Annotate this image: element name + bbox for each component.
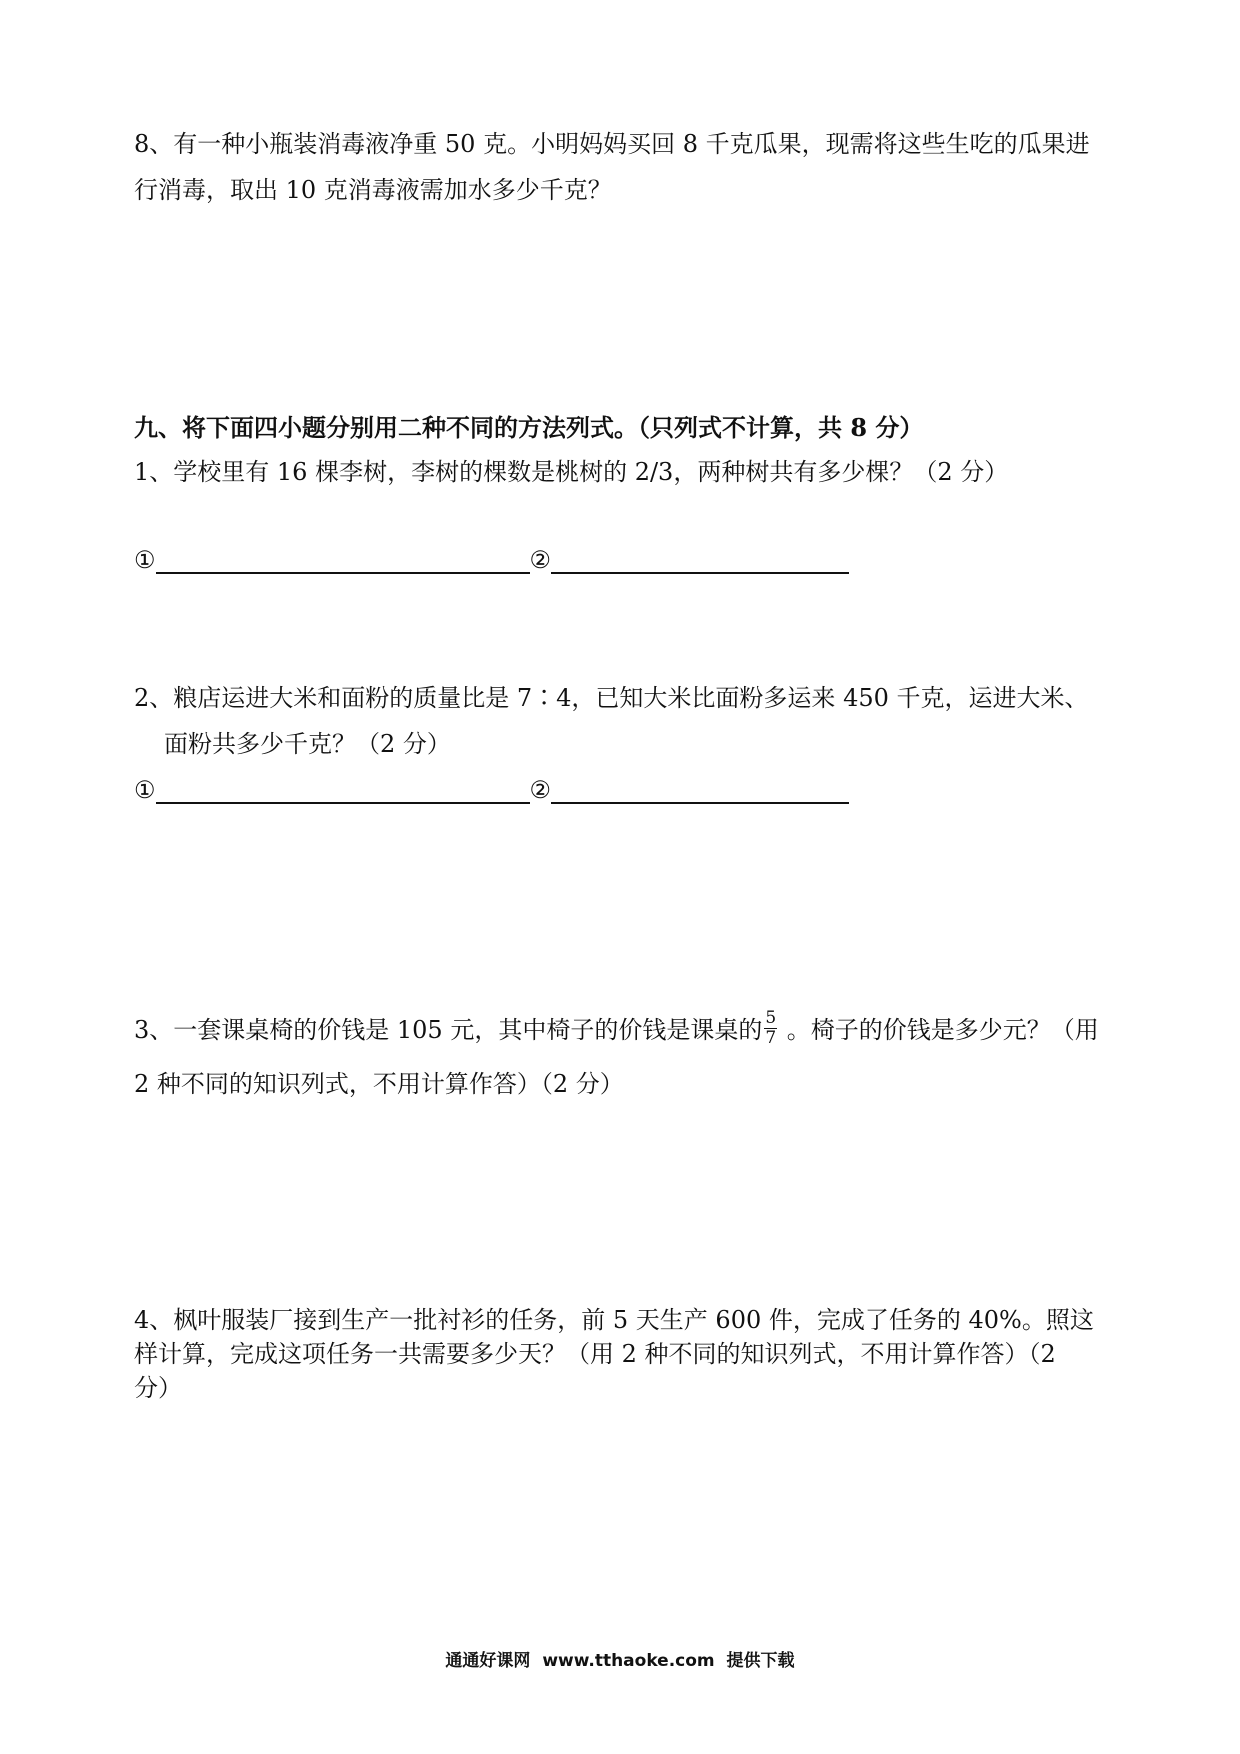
- q9-2-answer-row: [134, 768, 849, 804]
- q9-3-text-before: 3、一套课桌椅的价钱是 105 元，其中椅子的价钱是课桌的: [134, 1016, 763, 1044]
- answer-mark-1: ①: [134, 776, 156, 804]
- q9-1-answer-row: [134, 538, 849, 574]
- q9-3-line-1: [134, 1004, 1099, 1056]
- answer-blank-2[interactable]: [551, 776, 849, 804]
- answer-blank-1[interactable]: [156, 546, 530, 574]
- q9-1-line-1: 1、学校里有 16 棵李树，李树的棵数是桃树的 2/3，两种树共有多少棵？（2 分）: [134, 458, 1009, 486]
- q9-3-line-2: 2 种不同的知识列式，不用计算作答）（2 分）: [134, 1070, 624, 1098]
- q9-2-line-1: 2、粮店运进大米和面粉的质量比是 7∶4，已知大米比面粉多运来 450 千克，运进大米、: [134, 684, 1089, 712]
- fraction: [764, 1010, 777, 1047]
- answer-mark-2: ②: [529, 546, 552, 574]
- answer-blank-1[interactable]: [156, 776, 530, 804]
- q9-4-line-2: 样计算，完成这项任务一共需要多少天？（用 2 种不同的知识列式，不用计算作答）（2: [134, 1340, 1056, 1368]
- answer-blank-2[interactable]: [551, 546, 849, 574]
- fraction-numerator: 5: [765, 1008, 777, 1028]
- q9-4-line-1: 4、枫叶服装厂接到生产一批衬衫的任务，前 5 天生产 600 件，完成了任务的 40%。照这: [134, 1306, 1094, 1334]
- section-9-title: 九、将下面四小题分别用二种不同的方法列式。（只列式不计算，共 8 分）: [134, 413, 924, 442]
- q8-line-2: 行消毒，取出 10 克消毒液需加水多少千克？: [134, 176, 612, 204]
- answer-mark-2: ②: [529, 776, 552, 804]
- fraction-denominator: 7: [765, 1028, 777, 1048]
- q8-line-1: 8、有一种小瓶装消毒液净重 50 克。小明妈妈买回 8 千克瓜果，现需将这些生吃的瓜果进: [134, 130, 1090, 158]
- q9-4-line-3: 分）: [134, 1374, 182, 1402]
- q9-2-line-2: 面粉共多少千克？（2 分）: [164, 730, 451, 758]
- page-footer: 通通好课网 www.tthaoke.com 提供下载: [445, 1651, 795, 1671]
- q9-3-text-after: 。椅子的价钱是多少元？（用: [779, 1016, 1099, 1044]
- answer-mark-1: ①: [134, 546, 156, 574]
